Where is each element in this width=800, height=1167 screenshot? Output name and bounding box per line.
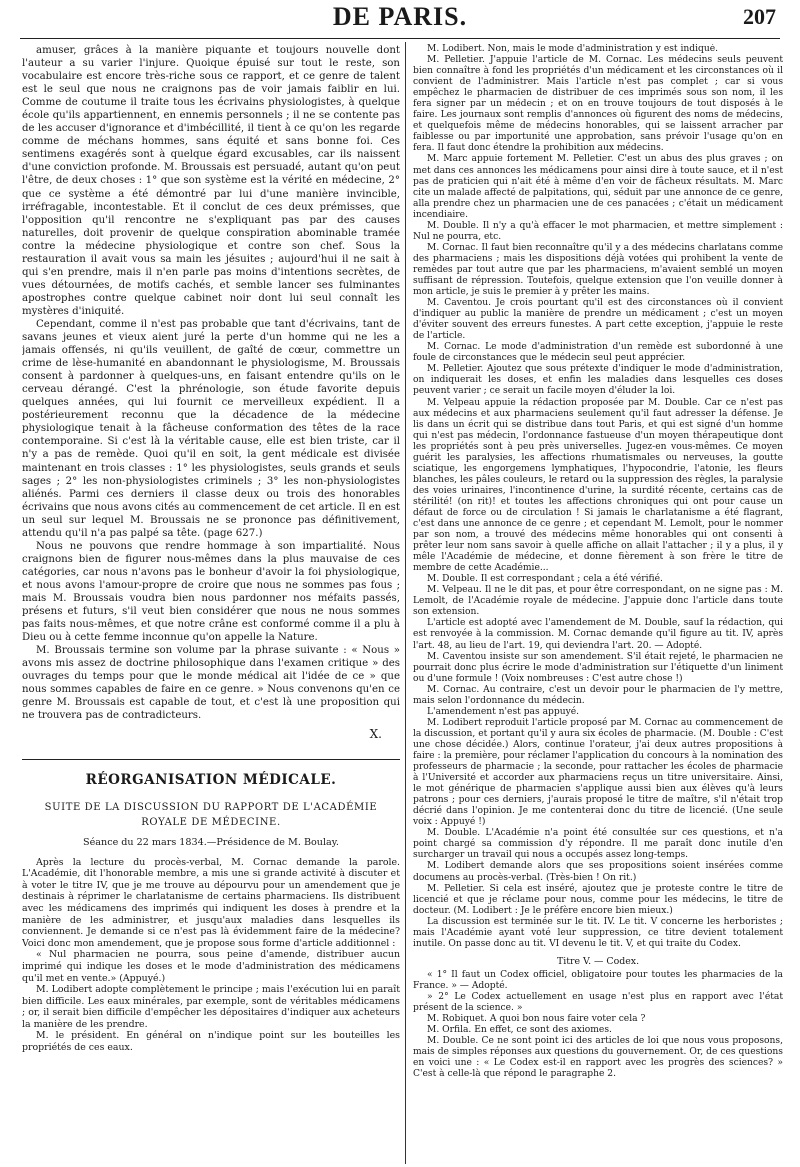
paragraph: amuser, grâces à la manière piquante et toujours nouvelle dont l'auteur a su varier l'injure. Quoique épuisé sur tout le reste, son vocabulaire est encore très-riche sous ce rapport, et ce genre de talent est le seul que nous ne craignons pas de voir jamais faiblir en lui. Comme de coutume il traite tous les écrivains physiologistes, à quelque école qu'ils appartiennent, en ennemis personnels ; il ne se contente pas de les accuser d'ignorance et d'imbécillité, il tient à ce qu'on les regarde comme de méchans hommes, sans équité et sans bonne foi. Ces sentimens exagérés sont à quelque égard excusables, car ils naissent d'une conviction profonde. M. Broussais est persuadé, autant qu'on peut l'être, de deux choses : 1° que son système est la vérité en médecine, 2° que ce système a été démontré par lui d'une manière invincible, irréfragable, incontestable. Et il conclut de ces deux prémisses, que l'opposition qu'il rencontre ne s'expliquant pas par des causes naturelles, doit provenir de quelque conspiration abominable tramée contre la médecine physiologique et contre son chef. Sous la restauration il avait vous sa main les jésuites ; aujourd'hui il ne sait à qui s'en prendre, mais il n'en parle pas moins d'intentions secrètes, de vues détournées, de motifs cachés, et semble lancer ses fulminantes apostrophes contre quelque cabinet noir dont lui seul connaît les mystères d'iniquité. [22,45,400,317]
paragraph: M. Robiquet. A quoi bon nous faire voter cela ? [427,1014,646,1025]
paragraph: M. Marc appuie fortement M. Pelletier. C'est un abus des plus graves ; on met dans ces annonces les médicamens pour ainsi dire à toute sauce, et il n'est pas de praticien qui n'ait été à même d'en voir de fâcheux résultats. M. Marc cite un malade affecté de palpitations, qui, séduit par une annonce de ce genre, alla prendre chez un pharmacien une de ces panacées ; c'était un médicament incendiaire. [413,154,783,220]
paragraph: M. Cornac. Il faut bien reconnaître qu'il y a des médecins charlatans comme des pharmaciens ; mais les dispositions déjà votées qui prohibent la vente de remèdes par tout autre que par les pharmaciens, m'avaient semblé un moyen suffisant de répression. Toutefois, quelque extension que l'on veuille donner à mon article, je suis le premier à y prêter les mains. [413,242,783,298]
paragraph: Cependant, comme il n'est pas probable que tant d'écrivains, tant de savans jeunes et vieux aient juré la perte d'un homme qui ne les a jamais offensés, ni qu'ils veuillent, de gaîté de cœur, commettre un crime de lèse-humanité en abandonnant le physiologisme, M. Broussais consent à pardonner à quelques-uns, en faisant entendre qu'ils on le cerveau dérangé. C'est la phrénologie, son étude favorite depuis quelques années, qui lui fournit ce merveilleux expédient. Il a postérieurement reconnu que la décadence de la médecine physiologique tenait à la fâcheuse conformation des têtes de la race contemporaine. Si c'est là la véritable cause, elle est bien triste, car il n'y a pas de remède. Quoi qu'il en soit, la gent médicale est divisée maintenant en trois classes : 1° les physiologistes, seuls grands et seuls sages ; 2° les non-physiologistes criminels ; 3° les non-physiologistes aliénés. Parmi ces derniers il classe deux ou trois des honorables écrivains que nous avons cités au commencement de cet article. Il en est un seul sur lequel M. Broussais ne se prononce pas définitivement, attendu qu'il n'a pas palpé sa tête. (page 627.) [22,318,400,539]
paragraph: M. Lodibert demande alors que ses propositions soient insérées comme documens au procès-verbal. (Très-bien ! On rit.) [413,861,783,883]
page-header [0,0,800,40]
paragraph: M. Lodibert reproduit l'article proposé par M. Cornac au commencement de la discussion, et portant qu'il y aura six écoles de pharmacie. (M. Double : C'est une chose décidée.) Alors, continue l'orateur, j'ai deux autres propositions à faire : la première, pour réclamer l'application du concours à la nomination des professeurs de pharmacie ; la seconde, pour rattacher les écoles de pharmacie à l'Université et accorder aux pharmaciens reçus un titre universitaire. Ainsi, le mot générique de pharmacien s'applique aussi bien aux élèves qu'à leurs patrons ; pour ces derniers, j'aurais proposé le titre de maître, s'il n'était trop décrié dans l'opinion. Je me contenterai donc du titre de licencié. (Une seule voix : Appuyé !) [413,717,783,828]
section-subtitle [22,800,400,830]
paragraph: » 2° Le Codex actuellement en usage n'est plus en rapport avec l'état présent de la science. » [413,991,783,1014]
paragraph: M. Cornac. Le mode d'administration d'un remède est subordonné à une foule de circonstances que le médecin seul peut apprécier. [413,342,783,364]
left-column [22,44,400,1164]
subtitle-line: SUITE DE LA DISCUSSION DU RAPPORT DE L'ACADÉMIE [44,801,378,813]
paragraph: M. Double. Il est correspondant ; cela a été vérifié. [427,574,663,585]
paragraph: La discussion est terminée sur le tit. IV. Le tit. V concerne les herboristes ; mais l'Académie ayant voté leur suppression, ce titre devient totalement inutile. On passe donc au tit. VI devenu le tit. V, et qui traite du Codex. [413,916,783,949]
paragraph: « 1° Il faut un Codex officiel, obligatoire pour toutes les pharmacies de la France. » — Adopté. [413,969,783,991]
paragraph: Nous ne pouvons que rendre hommage à son impartialité. Nous craignons bien de figurer nous-mêmes dans la plus mauvaise de ces catégories, car nous n'avons pas le bonheur d'avoir la foi physiologique, et nous avons l'amour-propre de croire que nous ne sommes pas fous ; mais M. Broussais voudra bien nous pardonner nos méfaits passés, présens et futurs, s'il veut bien considérer que nous ne nous sommes pas faits nous-mêmes, et que notre crâne est conformé comme il a plu à Dieu ou à cette femme inconnue qu'on appelle la Nature. [22,540,400,644]
section-divider [22,759,400,760]
paragraph: M. le président. En général on n'indique point sur les bouteilles les propriétés de ces eaux. [22,1030,400,1054]
paragraph: M. Broussais termine son volume par la phrase suivante : « Nous » avons mis assez de doctrine philosophique dans l'examen critique » des ouvrages du temps pour que le monde médical ait l'idée de ce » que nous sommes capables de faire en ce genre. » Nous convenons qu'en ce genre M. Broussais est capable de tout, et c'est là une proposition qui ne trouvera pas de contradicteurs. [22,645,400,722]
paragraph: L'article est adopté avec l'amendement de M. Double, sauf la rédaction, qui est renvoyée à la commission. M. Cornac demande qu'il figure au tit. IV, après l'art. 48, au lieu de l'art. 19, qui deviendra l'art. 20. — Adopté. [413,618,783,651]
paragraph: M. Lodibert adopte complètement le principe ; mais l'exécution lui en paraît bien difficile. Les eaux minérales, par exemple, sont de véritables médicamens ; or, il serait bien difficile d'empêcher les dépositaires d'indiquer aux acheteurs la manière de les prendre. [22,984,400,1030]
section-title: RÉORGANISATION MÉDICALE. [85,772,337,789]
paragraph: M. Pelletier. Si cela est inséré, ajoutez que je proteste contre le titre de licencié et que je réclame pour nous, comme pour les médecins, le titre de docteur. (M. Lodibert : Je le préfère encore bien mieux.) [413,883,783,916]
paragraph: M. Double. L'Académie n'a point été consultée sur ces questions, et n'a point chargé sa commission d'y répondre. Il me paraît donc inutile d'en surcharger un travail qui nous a occupés assez long-temps. [413,828,783,861]
signature: X. [369,727,382,742]
titre-heading: Titre V. — Codex. [556,955,640,967]
header-rule [20,38,780,39]
paragraph: M. Velpeau appuie la rédaction proposée par M. Double. Car ce n'est pas aux médecins et aux pharmaciens seulement qu'il faut adresser la défense. Je lis dans un écrit qui se distribue dans tout Paris, et qui est signé d'un homme qui n'est pas médecin, l'ordonnance fastueuse d'un moyen thérapeutique dont les propriétés sont à peu près universelles. Jugez-en vous-mêmes. Ce moyen guérit les paralysies, les affections rhumatismales ou nerveuses, la goutte sciatique, les engorgemens lymphatiques, l'hypocondrie, l'atonie, les fleurs blanches, les pâles couleurs, le retard ou la suppression des règles, la paralysie des voies urinaires, l'incontinence d'urine, la surdité récente, certains cas de stérilité! (on rit)! et toutes les affections chroniques qui ont pour cause un défaut de force ou de circulation ! Si jamais le charlatanisme a été flagrant, c'est dans une annonce de ce genre ; et cependant M. Lemolt, pour le nommer par son nom, a trouvé des médecins même honorables qui ont consenti à prêter leur nom sans savoir à quelle affiche on allait l'attacher ; il y a plus, il y mêle l'Académie de médecine, et donne fièrement à son frère le titre de membre de cette Académie... [413,397,783,574]
paragraph: M. Orfila. En effet, ce sont des axiomes. [427,1025,612,1036]
column-divider [405,42,406,1164]
subtitle-line: ROYALE DE MÉDECINE. [141,816,281,828]
page-title: DE PARIS. [332,2,468,31]
paragraph: M. Double. Il n'y a qu'à effacer le mot pharmacien, et mettre simplement : Nul ne pourra, etc. [413,220,783,242]
paragraph: M. Pelletier. J'appuie l'article de M. Cornac. Les médecins seuls peuvent bien connaître à fond les propriétés d'un médicament et les circonstances où il convient de l'administrer. Mais l'article n'est pas complet ; car si vous empêchez le pharmacien de distribuer de ces imprimés sous son nom, il les fera signer par un médecin ; et on en trouve toujours de tout disposés à le faire. Les journaux sont remplis d'annonces où figurent des noms de médecins, et quelquefois même de médecins honorables, qui se laissent arracher par faiblesse ou par importunité une approbation, sans prévoir l'usage qu'on en fera. Il faut donc étendre la prohibition aux médecins. [413,55,783,154]
paragraph: M. Pelletier. Ajoutez que sous prétexte d'indiquer le mode d'administration, on indiquerait les doses, et enfin les maladies dans lesquelles ces doses peuvent varier ; ce serait un facile moyen d'éluder la loi. [413,364,783,397]
paragraph: M. Caventou insiste sur son amendement. S'il était rejeté, le pharmacien ne pourrait donc plus écrire le mode d'administration sur l'étiquette d'un liniment ou d'une formule ! (Voix nombreuses : C'est autre chose !) [413,651,783,684]
paragraph: L'amendement n'est pas appuyé. [427,706,580,717]
paragraph: M. Cornac. Au contraire, c'est un devoir pour le pharmacien de l'y mettre, mais selon l'ordonnance du médecin. [413,684,783,706]
paragraph: M. Caventou. Je crois pourtant qu'il est des circonstances où il convient d'indiquer au public la manière de prendre un médicament ; c'est un moyen d'éviter souvent des erreurs funestes. A part cette exception, j'appuie le reste de l'article. [413,298,783,342]
paragraph: M. Double. Ce ne sont point ici des articles de loi que nous vous proposons, mais de simples réponses aux questions du gouvernement. Or, de ces questions en voici une : « Le Codex est-il en rapport avec les progrès des sciences? » C'est à celle-là que répond le paragraphe 2. [413,1036,783,1080]
session-line: Séance du 22 mars 1834.—Présidence de M. Boulay. [83,836,339,848]
right-column [413,44,783,1164]
session-text [22,857,400,1054]
paragraph: Après la lecture du procès-verbal, M. Cornac demande la parole. L'Académie, dit l'honorable membre, a mis une si grande activité à discuter et à voter le titre IV, que je me trouve au dépourvu pour un amendement que je destinais à réprimer le charlatanisme de certains pharmaciens. Ils distribuent avec les médicamens des imprimés qui indiquent les doses à prendre et la manière de les administrer, et jusqu'aux maladies dans lesquelles ils conviennent. Je demande si ce n'est pas là évidemment faire de la médecine? Voici donc mon amendement, que je propose sous forme d'article additionnel : [22,856,400,949]
paragraph: M. Lodibert. Non, mais le mode d'administration y est indiqué. [427,44,719,54]
page-number: 207 [743,4,776,29]
paragraph: M. Velpeau. Il ne le dit pas, et pour être correspondant, on ne signe pas : M. Lemolt, de l'Académie royale de médecine. J'appuie donc l'article dans toute son extension. [413,585,783,618]
paragraph: « Nul pharmacien ne pourra, sous peine d'amende, distribuer aucun imprimé qui indique les doses et le mode d'administration des médicamens qu'il met en vente.» (Appuyé.) [22,949,400,984]
